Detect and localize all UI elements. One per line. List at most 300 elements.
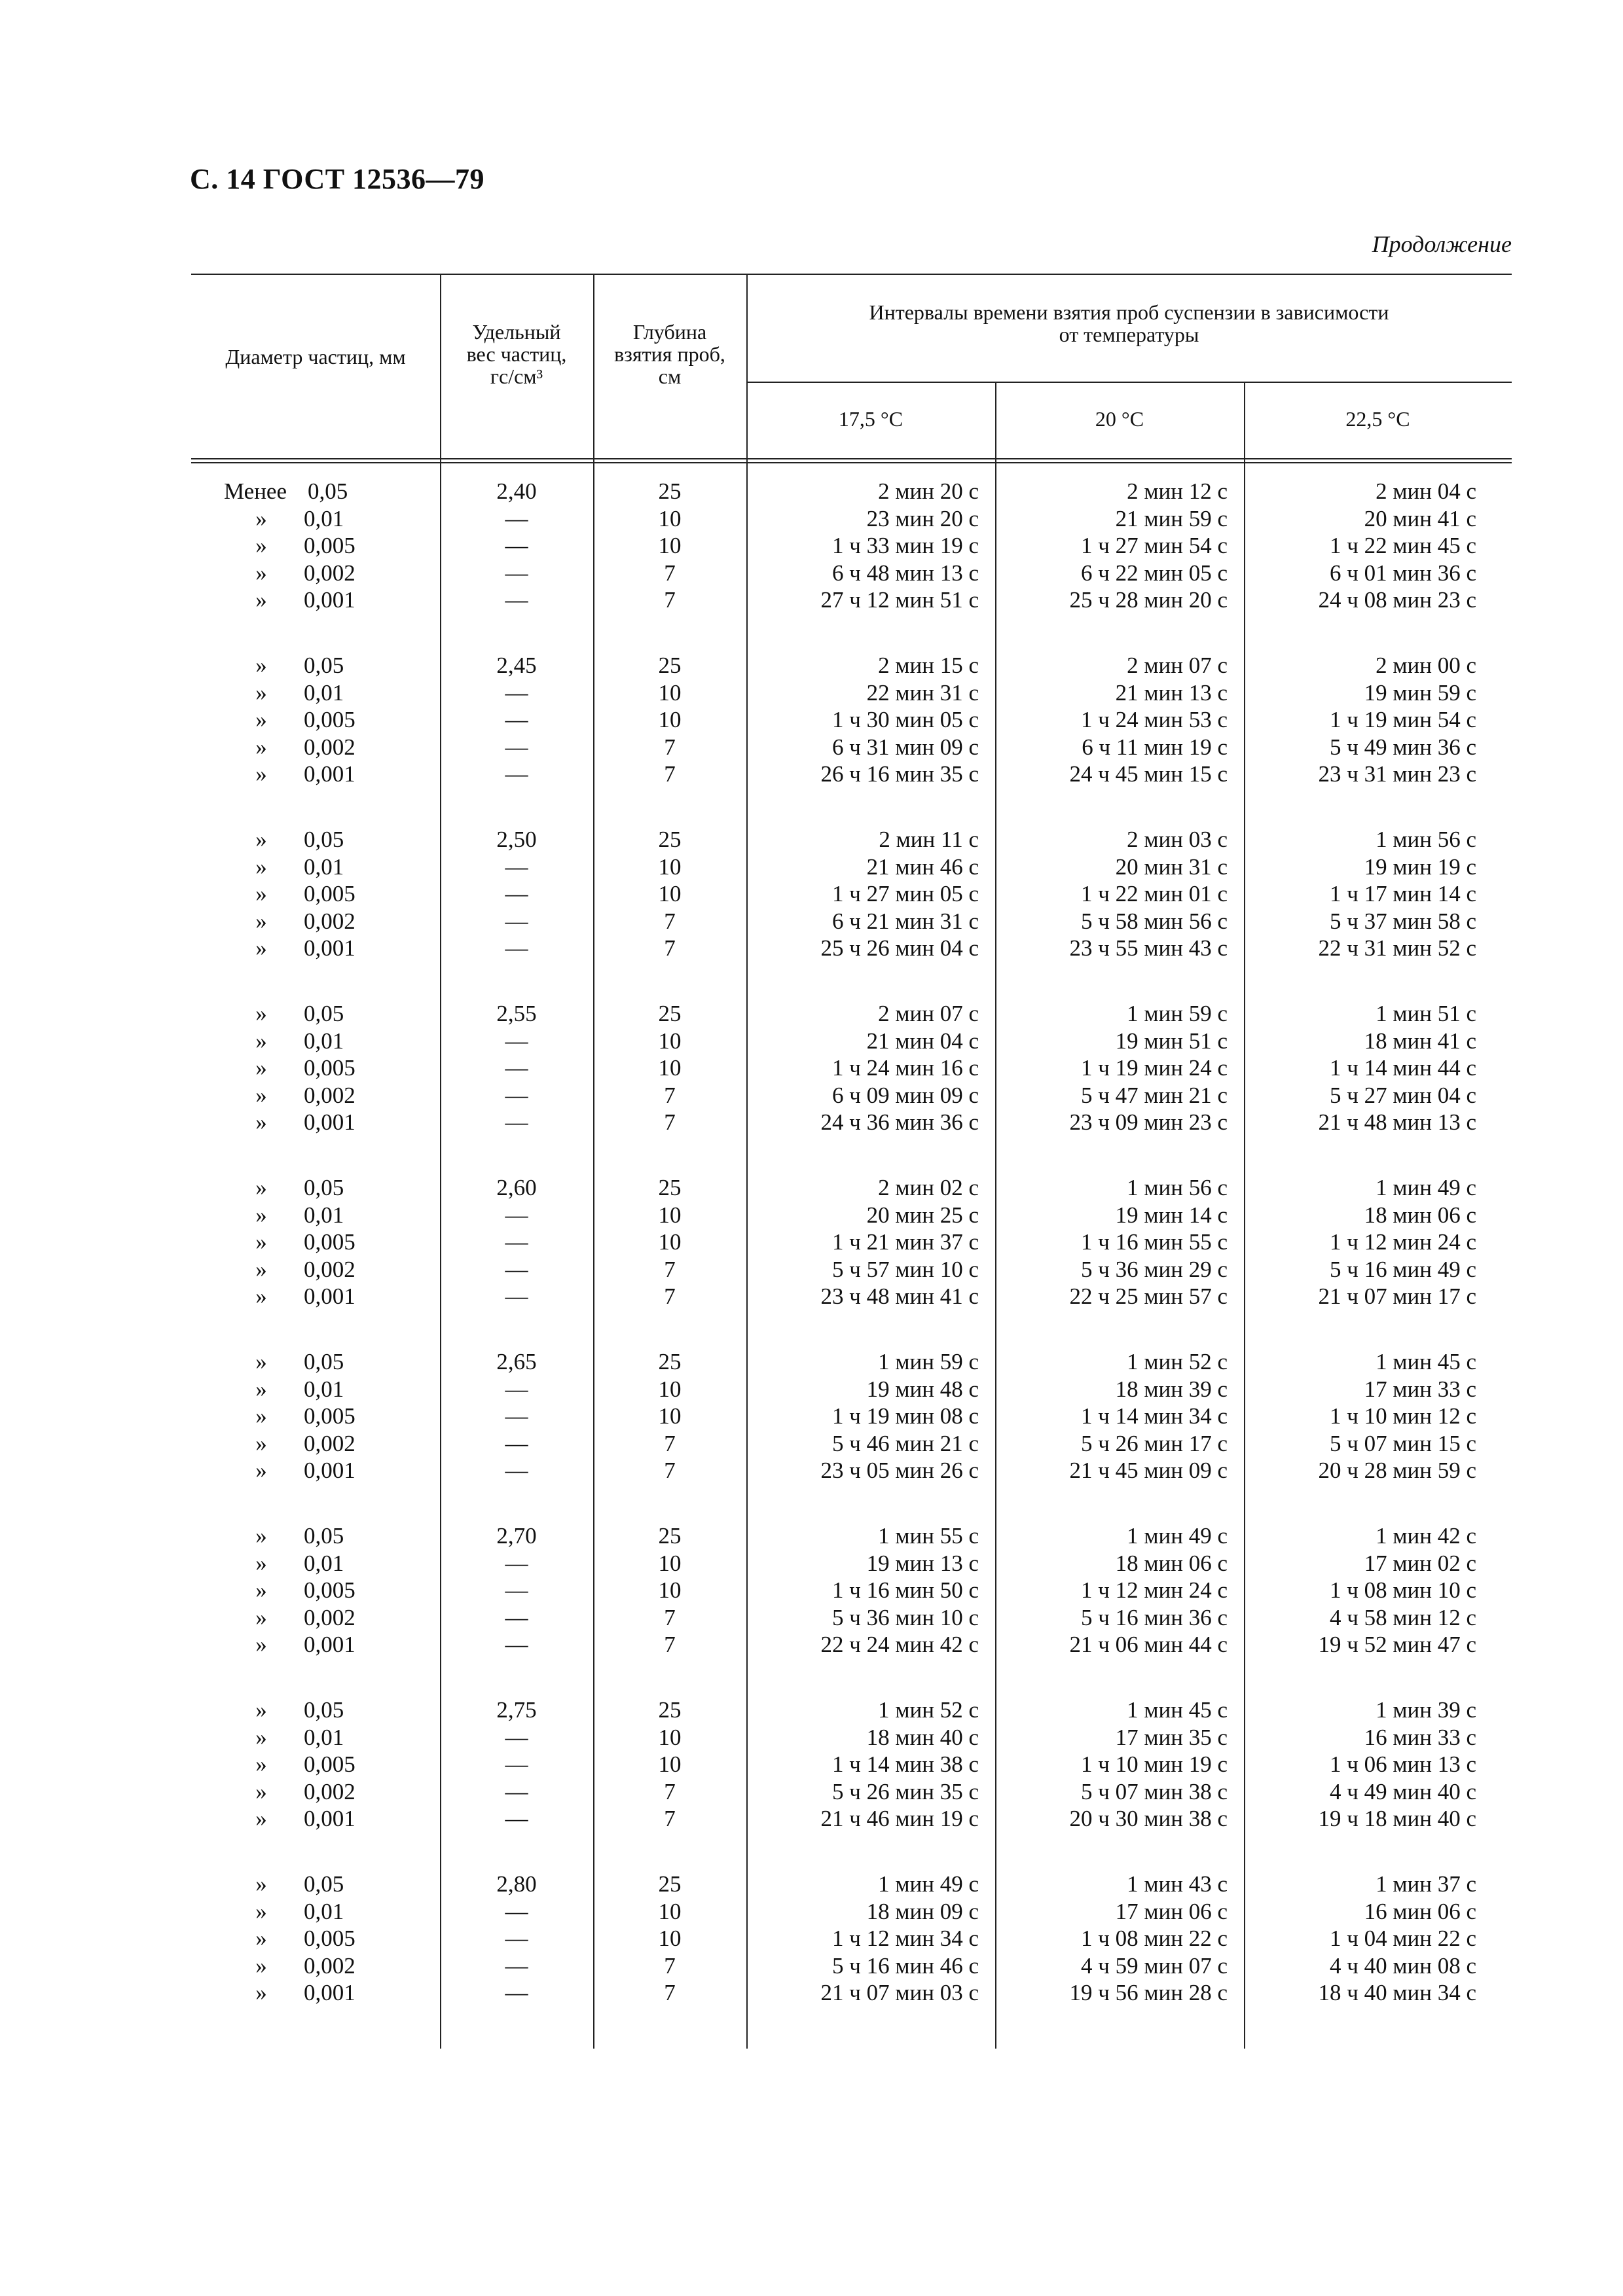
sampling-depth: 10 bbox=[658, 707, 682, 732]
specific-weight: — bbox=[505, 881, 528, 906]
particle-diameter: 0,002 bbox=[304, 1430, 356, 1456]
particle-diameter: 0,05 bbox=[304, 1523, 344, 1549]
interval-17-5: 5 ч 36 мин 10 с bbox=[832, 1604, 979, 1630]
sampling-depth: 7 bbox=[664, 1952, 676, 1979]
interval-20: 23 ч 55 мин 43 с bbox=[1069, 935, 1228, 961]
diameter-prefix: » bbox=[255, 1001, 267, 1026]
interval-17-5: 5 ч 26 мин 35 с bbox=[832, 1778, 979, 1804]
header-temp-17-5: 17,5 °С bbox=[838, 407, 903, 431]
sampling-depth: 7 bbox=[664, 935, 676, 961]
interval-17-5: 1 ч 30 мин 05 с bbox=[832, 707, 979, 732]
row-group bbox=[191, 1174, 1512, 1310]
sampling-depth: 7 bbox=[664, 1806, 676, 1831]
particle-diameter: 0,01 bbox=[304, 853, 344, 880]
interval-20: 1 мин 59 с bbox=[1127, 1001, 1228, 1026]
diameter-prefix: » bbox=[255, 1202, 267, 1228]
interval-22-5: 4 ч 40 мин 08 с bbox=[1330, 1952, 1476, 1979]
diameter-prefix: » bbox=[255, 1458, 267, 1483]
interval-20: 2 мин 07 с bbox=[1127, 653, 1228, 678]
header-diameter: Диаметр частиц, мм bbox=[225, 345, 406, 368]
sampling-depth: 25 bbox=[658, 1697, 682, 1723]
diameter-prefix: » bbox=[255, 560, 267, 586]
interval-17-5: 2 мин 11 с bbox=[879, 827, 979, 852]
specific-weight: — bbox=[505, 587, 528, 613]
interval-17-5: 1 ч 12 мин 34 с bbox=[832, 1926, 979, 1951]
interval-22-5: 20 ч 28 мин 59 с bbox=[1318, 1458, 1476, 1483]
row-group bbox=[191, 478, 1512, 614]
diameter-prefix: » bbox=[255, 653, 267, 678]
sampling-depth: 10 bbox=[658, 881, 682, 906]
table-row bbox=[191, 1000, 1512, 1028]
diameter-prefix: » bbox=[255, 1604, 267, 1630]
specific-weight: — bbox=[505, 1980, 528, 2005]
specific-weight: — bbox=[505, 1952, 528, 1979]
interval-17-5: 19 мин 13 с bbox=[866, 1550, 979, 1576]
specific-weight: — bbox=[505, 1806, 528, 1831]
table-row bbox=[191, 1174, 1512, 1202]
interval-22-5: 16 мин 06 с bbox=[1364, 1898, 1476, 1924]
table-row bbox=[191, 853, 1512, 881]
specific-weight: — bbox=[505, 853, 528, 880]
table-row bbox=[191, 1430, 1512, 1458]
row-group bbox=[191, 1348, 1512, 1484]
table-row bbox=[191, 1805, 1512, 1833]
interval-22-5: 5 ч 07 мин 15 с bbox=[1330, 1430, 1476, 1456]
interval-22-5: 4 ч 58 мин 12 с bbox=[1330, 1604, 1476, 1630]
particle-diameter: 0,001 bbox=[304, 1980, 356, 2005]
interval-22-5: 1 ч 06 мин 13 с bbox=[1330, 1751, 1476, 1777]
interval-22-5: 1 ч 10 мин 12 с bbox=[1330, 1403, 1476, 1429]
interval-20: 4 ч 59 мин 07 с bbox=[1081, 1952, 1228, 1979]
table-row bbox=[191, 734, 1512, 761]
interval-20: 5 ч 26 мин 17 с bbox=[1081, 1430, 1228, 1456]
interval-22-5: 1 мин 56 с bbox=[1376, 827, 1476, 852]
row-group bbox=[191, 652, 1512, 788]
interval-17-5: 1 мин 59 с bbox=[878, 1349, 979, 1374]
table-row bbox=[191, 1696, 1512, 1724]
particle-diameter: 0,05 bbox=[304, 1697, 344, 1723]
table-top-rule bbox=[191, 274, 1512, 275]
header-intervals: Интервалы времени взятия проб суспензии в зависимости от температуры bbox=[869, 300, 1389, 346]
sampling-depth: 25 bbox=[658, 653, 682, 678]
particle-diameter: 0,002 bbox=[304, 1256, 356, 1282]
interval-22-5: 1 ч 17 мин 14 с bbox=[1330, 881, 1476, 906]
particle-diameter: 0,01 bbox=[304, 1898, 344, 1924]
particle-diameter: 0,005 bbox=[304, 533, 356, 558]
particle-diameter: 0,005 bbox=[304, 1229, 356, 1255]
particle-diameter: 0,05 bbox=[304, 1871, 344, 1897]
interval-17-5: 2 мин 07 с bbox=[878, 1001, 979, 1026]
sampling-depth: 10 bbox=[658, 1376, 682, 1402]
interval-20: 6 ч 22 мин 05 с bbox=[1081, 560, 1228, 586]
interval-17-5: 6 ч 09 мин 09 с bbox=[832, 1082, 979, 1108]
interval-22-5: 22 ч 31 мин 52 с bbox=[1318, 935, 1476, 961]
sampling-depth: 10 bbox=[658, 853, 682, 880]
interval-22-5: 1 ч 19 мин 54 с bbox=[1330, 707, 1476, 732]
interval-17-5: 1 ч 19 мин 08 с bbox=[832, 1403, 979, 1429]
interval-22-5: 1 мин 37 с bbox=[1376, 1871, 1476, 1897]
diameter-prefix: » bbox=[255, 1055, 267, 1081]
table-row bbox=[191, 1898, 1512, 1926]
table-row bbox=[191, 1457, 1512, 1484]
interval-20: 1 ч 27 мин 54 с bbox=[1081, 533, 1228, 558]
diameter-prefix: » bbox=[255, 1229, 267, 1255]
page-header: С. 14 ГОСТ 12536—79 bbox=[190, 163, 485, 195]
sampling-depth: 7 bbox=[664, 908, 676, 934]
interval-17-5: 1 ч 21 мин 37 с bbox=[832, 1229, 979, 1255]
diameter-prefix: » bbox=[255, 761, 267, 787]
interval-20: 25 ч 28 мин 20 с bbox=[1069, 587, 1228, 613]
data-table bbox=[191, 274, 1512, 2049]
sampling-depth: 10 bbox=[658, 1028, 682, 1054]
particle-diameter: 0,001 bbox=[304, 1458, 356, 1483]
interval-22-5: 1 ч 12 мин 24 с bbox=[1330, 1229, 1476, 1255]
row-group bbox=[191, 826, 1512, 962]
specific-weight: 2,75 bbox=[496, 1697, 537, 1723]
interval-22-5: 5 ч 49 мин 36 с bbox=[1330, 734, 1476, 760]
interval-22-5: 20 мин 41 с bbox=[1364, 505, 1476, 531]
interval-20: 1 мин 45 с bbox=[1127, 1697, 1228, 1723]
diameter-prefix: » bbox=[255, 1697, 267, 1723]
diameter-prefix: » bbox=[255, 1109, 267, 1135]
table-row bbox=[191, 1082, 1512, 1109]
interval-22-5: 21 ч 48 мин 13 с bbox=[1318, 1109, 1476, 1135]
interval-20: 1 мин 49 с bbox=[1127, 1523, 1228, 1549]
diameter-prefix: » bbox=[255, 734, 267, 760]
interval-20: 1 ч 19 мин 24 с bbox=[1081, 1055, 1228, 1081]
particle-diameter: 0,001 bbox=[304, 1109, 356, 1135]
table-row bbox=[191, 1054, 1512, 1082]
particle-diameter: 0,01 bbox=[304, 1724, 344, 1750]
interval-22-5: 1 мин 39 с bbox=[1376, 1697, 1476, 1723]
specific-weight: — bbox=[505, 1283, 528, 1309]
particle-diameter: 0,01 bbox=[304, 679, 344, 706]
sampling-depth: 7 bbox=[664, 1430, 676, 1456]
interval-17-5: 21 ч 46 мин 19 с bbox=[820, 1806, 979, 1831]
specific-weight: — bbox=[505, 1202, 528, 1228]
table-row bbox=[191, 1522, 1512, 1550]
interval-22-5: 1 ч 08 мин 10 с bbox=[1330, 1577, 1476, 1603]
interval-20: 23 ч 09 мин 23 с bbox=[1069, 1109, 1228, 1135]
particle-diameter: 0,01 bbox=[304, 505, 344, 531]
table-row bbox=[191, 505, 1512, 533]
diameter-prefix: » bbox=[255, 1523, 267, 1549]
particle-diameter: 0,001 bbox=[304, 1806, 356, 1831]
interval-20: 2 мин 03 с bbox=[1127, 827, 1228, 852]
particle-diameter: 0,01 bbox=[304, 1550, 344, 1576]
particle-diameter: 0,001 bbox=[304, 935, 356, 961]
diameter-prefix: » bbox=[255, 1175, 267, 1200]
interval-22-5: 16 мин 33 с bbox=[1364, 1724, 1476, 1750]
sampling-depth: 10 bbox=[658, 1926, 682, 1951]
table-row bbox=[191, 1028, 1512, 1055]
interval-20: 1 ч 10 мин 19 с bbox=[1081, 1751, 1228, 1777]
header-temp-22-5: 22,5 °С bbox=[1345, 407, 1410, 431]
interval-22-5: 19 мин 59 с bbox=[1364, 679, 1476, 706]
diameter-prefix: » bbox=[255, 533, 267, 558]
particle-diameter: 0,005 bbox=[304, 1926, 356, 1951]
interval-20: 20 ч 30 мин 38 с bbox=[1069, 1806, 1228, 1831]
particle-diameter: 0,005 bbox=[304, 881, 356, 906]
table-row bbox=[191, 880, 1512, 908]
interval-17-5: 25 ч 26 мин 04 с bbox=[820, 935, 979, 961]
diameter-prefix: » bbox=[255, 1632, 267, 1657]
specific-weight: 2,65 bbox=[496, 1349, 537, 1374]
particle-diameter: 0,01 bbox=[304, 1376, 344, 1402]
table-row bbox=[191, 1283, 1512, 1310]
interval-22-5: 19 ч 52 мин 47 с bbox=[1318, 1632, 1476, 1657]
specific-weight: — bbox=[505, 1376, 528, 1402]
table-row bbox=[191, 1631, 1512, 1659]
interval-20: 1 ч 24 мин 53 с bbox=[1081, 707, 1228, 732]
sampling-depth: 10 bbox=[658, 1550, 682, 1576]
table-row bbox=[191, 1751, 1512, 1778]
interval-17-5: 1 мин 55 с bbox=[878, 1523, 979, 1549]
interval-20: 18 мин 06 с bbox=[1115, 1550, 1228, 1576]
interval-17-5: 1 ч 16 мин 50 с bbox=[832, 1577, 979, 1603]
diameter-prefix: » bbox=[255, 1577, 267, 1603]
interval-17-5: 21 ч 07 мин 03 с bbox=[820, 1980, 979, 2005]
sampling-depth: 10 bbox=[658, 1577, 682, 1603]
sampling-depth: 10 bbox=[658, 505, 682, 531]
interval-22-5: 5 ч 16 мин 49 с bbox=[1330, 1256, 1476, 1282]
specific-weight: — bbox=[505, 1458, 528, 1483]
table-row bbox=[191, 1577, 1512, 1604]
table-row bbox=[191, 1256, 1512, 1283]
interval-17-5: 21 мин 46 с bbox=[866, 853, 979, 880]
interval-17-5: 6 ч 31 мин 09 с bbox=[832, 734, 979, 760]
sampling-depth: 10 bbox=[658, 1403, 682, 1429]
particle-diameter: 0,01 bbox=[304, 1028, 344, 1054]
interval-17-5: 1 ч 33 мин 19 с bbox=[832, 533, 979, 558]
interval-22-5: 19 ч 18 мин 40 с bbox=[1318, 1806, 1476, 1831]
table-row bbox=[191, 1376, 1512, 1403]
interval-20: 1 ч 22 мин 01 с bbox=[1081, 881, 1228, 906]
sampling-depth: 7 bbox=[664, 761, 676, 787]
particle-diameter: 0,05 bbox=[304, 1349, 344, 1374]
interval-17-5: 22 мин 31 с bbox=[866, 679, 979, 706]
specific-weight: — bbox=[505, 935, 528, 961]
sampling-depth: 25 bbox=[658, 1175, 682, 1200]
interval-22-5: 18 мин 06 с bbox=[1364, 1202, 1476, 1228]
interval-17-5: 6 ч 48 мин 13 с bbox=[832, 560, 979, 586]
particle-diameter: 0,002 bbox=[304, 560, 356, 586]
particle-diameter: 0,05 bbox=[308, 478, 348, 504]
table-row bbox=[191, 586, 1512, 614]
header-temp-20: 20 °С bbox=[1095, 407, 1144, 431]
interval-17-5: 6 ч 21 мин 31 с bbox=[832, 908, 979, 934]
diameter-prefix: » bbox=[255, 1403, 267, 1429]
particle-diameter: 0,001 bbox=[304, 1632, 356, 1657]
diameter-prefix: » bbox=[255, 935, 267, 961]
table-row bbox=[191, 1778, 1512, 1806]
specific-weight: 2,40 bbox=[496, 478, 537, 504]
particle-diameter: 0,002 bbox=[304, 908, 356, 934]
interval-17-5: 1 мин 52 с bbox=[878, 1697, 979, 1723]
diameter-prefix: » bbox=[255, 1283, 267, 1309]
interval-17-5: 1 ч 27 мин 05 с bbox=[832, 881, 979, 906]
interval-22-5: 1 ч 14 мин 44 с bbox=[1330, 1055, 1476, 1081]
sampling-depth: 7 bbox=[664, 1283, 676, 1309]
sampling-depth: 10 bbox=[658, 679, 682, 706]
interval-17-5: 26 ч 16 мин 35 с bbox=[820, 761, 979, 787]
interval-22-5: 1 мин 42 с bbox=[1376, 1523, 1476, 1549]
interval-22-5: 1 ч 22 мин 45 с bbox=[1330, 533, 1476, 558]
interval-22-5: 17 мин 33 с bbox=[1364, 1376, 1476, 1402]
interval-17-5: 23 ч 05 мин 26 с bbox=[820, 1458, 979, 1483]
table-row bbox=[191, 478, 1512, 505]
diameter-prefix: » bbox=[255, 1028, 267, 1054]
sampling-depth: 10 bbox=[658, 1751, 682, 1777]
interval-20: 24 ч 45 мин 15 с bbox=[1069, 761, 1228, 787]
interval-22-5: 24 ч 08 мин 23 с bbox=[1318, 587, 1476, 613]
table-row bbox=[191, 706, 1512, 734]
interval-17-5: 1 ч 14 мин 38 с bbox=[832, 1751, 979, 1777]
diameter-prefix: » bbox=[255, 707, 267, 732]
sampling-depth: 25 bbox=[658, 1001, 682, 1026]
interval-17-5: 1 мин 49 с bbox=[878, 1871, 979, 1897]
diameter-prefix: » bbox=[255, 881, 267, 906]
particle-diameter: 0,005 bbox=[304, 1577, 356, 1603]
specific-weight: — bbox=[505, 1778, 528, 1804]
sampling-depth: 7 bbox=[664, 1458, 676, 1483]
specific-weight: — bbox=[505, 1430, 528, 1456]
specific-weight: — bbox=[505, 908, 528, 934]
sampling-depth: 10 bbox=[658, 1898, 682, 1924]
sampling-depth: 10 bbox=[658, 533, 682, 558]
sampling-depth: 10 bbox=[658, 1229, 682, 1255]
diameter-prefix: » bbox=[255, 1256, 267, 1282]
interval-20: 21 мин 59 с bbox=[1115, 505, 1228, 531]
diameter-prefix: » bbox=[255, 587, 267, 613]
specific-weight: — bbox=[505, 1632, 528, 1657]
interval-22-5: 23 ч 31 мин 23 с bbox=[1318, 761, 1476, 787]
table-row bbox=[191, 908, 1512, 935]
interval-17-5: 21 мин 04 с bbox=[866, 1028, 979, 1054]
table-row bbox=[191, 1550, 1512, 1577]
interval-17-5: 2 мин 15 с bbox=[878, 653, 979, 678]
diameter-prefix: » bbox=[255, 1871, 267, 1897]
interval-22-5: 1 мин 45 с bbox=[1376, 1349, 1476, 1374]
table-row bbox=[191, 1925, 1512, 1952]
interval-20: 1 ч 12 мин 24 с bbox=[1081, 1577, 1228, 1603]
sampling-depth: 7 bbox=[664, 1256, 676, 1282]
table-row bbox=[191, 1229, 1512, 1256]
diameter-prefix: » bbox=[255, 827, 267, 852]
interval-20: 6 ч 11 мин 19 с bbox=[1082, 734, 1228, 760]
header-depth: Глубина взятия проб, см bbox=[614, 320, 725, 388]
specific-weight: 2,55 bbox=[496, 1001, 537, 1026]
interval-20: 1 мин 56 с bbox=[1127, 1175, 1228, 1200]
particle-diameter: 0,01 bbox=[304, 1202, 344, 1228]
table-row bbox=[191, 935, 1512, 962]
particle-diameter: 0,002 bbox=[304, 734, 356, 760]
diameter-prefix: » bbox=[255, 1082, 267, 1108]
interval-20: 1 мин 52 с bbox=[1127, 1349, 1228, 1374]
interval-17-5: 23 мин 20 с bbox=[866, 505, 979, 531]
interval-22-5: 5 ч 27 мин 04 с bbox=[1330, 1082, 1476, 1108]
sampling-depth: 10 bbox=[658, 1724, 682, 1750]
diameter-prefix: » bbox=[255, 853, 267, 880]
specific-weight: — bbox=[505, 533, 528, 558]
sampling-depth: 7 bbox=[664, 1632, 676, 1657]
table-row bbox=[191, 1202, 1512, 1229]
interval-20: 1 мин 43 с bbox=[1127, 1871, 1228, 1897]
header-subrule bbox=[746, 382, 1512, 383]
table-row bbox=[191, 1952, 1512, 1980]
diameter-prefix: Менее bbox=[224, 478, 287, 504]
interval-17-5: 2 мин 02 с bbox=[878, 1175, 979, 1200]
sampling-depth: 7 bbox=[664, 560, 676, 586]
diameter-prefix: » bbox=[255, 1751, 267, 1777]
diameter-prefix: » bbox=[255, 1349, 267, 1374]
table-row bbox=[191, 1604, 1512, 1632]
interval-20: 19 мин 14 с bbox=[1115, 1202, 1228, 1228]
interval-17-5: 22 ч 24 мин 42 с bbox=[820, 1632, 979, 1657]
table-row bbox=[191, 1348, 1512, 1376]
sampling-depth: 10 bbox=[658, 1202, 682, 1228]
specific-weight: 2,70 bbox=[496, 1523, 537, 1549]
specific-weight: — bbox=[505, 1550, 528, 1576]
specific-weight: — bbox=[505, 1055, 528, 1081]
diameter-prefix: » bbox=[255, 1550, 267, 1576]
interval-22-5: 1 мин 51 с bbox=[1376, 1001, 1476, 1026]
specific-weight: — bbox=[505, 761, 528, 787]
interval-20: 5 ч 58 мин 56 с bbox=[1081, 908, 1228, 934]
header-bottom-rule-double bbox=[191, 462, 1512, 463]
sampling-depth: 25 bbox=[658, 478, 682, 504]
table-row bbox=[191, 679, 1512, 707]
particle-diameter: 0,002 bbox=[304, 1778, 356, 1804]
diameter-prefix: » bbox=[255, 505, 267, 531]
sampling-depth: 7 bbox=[664, 734, 676, 760]
interval-20: 1 ч 08 мин 22 с bbox=[1081, 1926, 1228, 1951]
particle-diameter: 0,002 bbox=[304, 1604, 356, 1630]
interval-22-5: 21 ч 07 мин 17 с bbox=[1318, 1283, 1476, 1309]
specific-weight: — bbox=[505, 1109, 528, 1135]
table-row bbox=[191, 1724, 1512, 1751]
specific-weight: — bbox=[505, 1898, 528, 1924]
interval-20: 17 мин 06 с bbox=[1115, 1898, 1228, 1924]
interval-17-5: 5 ч 57 мин 10 с bbox=[832, 1256, 979, 1282]
diameter-prefix: » bbox=[255, 1724, 267, 1750]
sampling-depth: 7 bbox=[664, 587, 676, 613]
particle-diameter: 0,05 bbox=[304, 1175, 344, 1200]
specific-weight: — bbox=[505, 707, 528, 732]
particle-diameter: 0,001 bbox=[304, 761, 356, 787]
table-row bbox=[191, 1403, 1512, 1430]
interval-17-5: 5 ч 46 мин 21 с bbox=[832, 1430, 979, 1456]
specific-weight: — bbox=[505, 1926, 528, 1951]
table-row bbox=[191, 560, 1512, 587]
sampling-depth: 7 bbox=[664, 1778, 676, 1804]
diameter-prefix: » bbox=[255, 1898, 267, 1924]
specific-weight: 2,80 bbox=[496, 1871, 537, 1897]
interval-20: 5 ч 47 мин 21 с bbox=[1081, 1082, 1228, 1108]
continuation-label: Продолжение bbox=[1372, 231, 1512, 257]
particle-diameter: 0,005 bbox=[304, 1403, 356, 1429]
specific-weight: — bbox=[505, 1229, 528, 1255]
particle-diameter: 0,005 bbox=[304, 707, 356, 732]
sampling-depth: 7 bbox=[664, 1604, 676, 1630]
specific-weight: — bbox=[505, 734, 528, 760]
interval-20: 21 мин 13 с bbox=[1115, 679, 1228, 706]
row-group bbox=[191, 1871, 1512, 2007]
diameter-prefix: » bbox=[255, 1980, 267, 2005]
specific-weight: 2,60 bbox=[496, 1175, 537, 1200]
specific-weight: — bbox=[505, 1403, 528, 1429]
particle-diameter: 0,005 bbox=[304, 1055, 356, 1081]
